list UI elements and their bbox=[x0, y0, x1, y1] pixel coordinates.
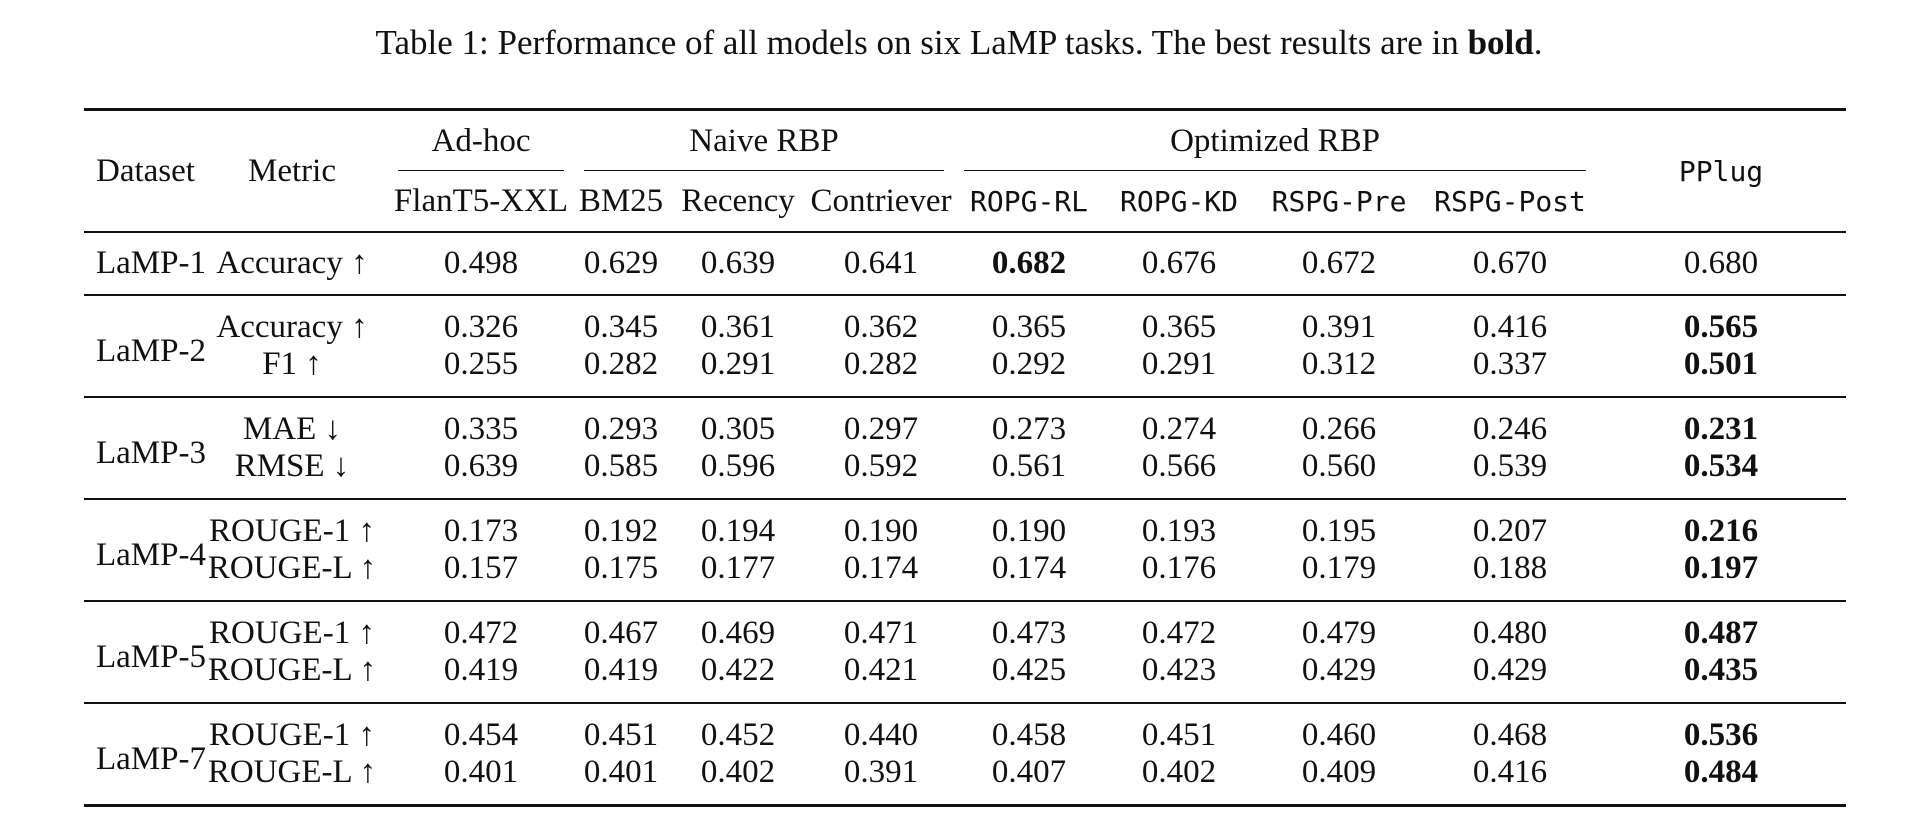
value-cell: 0.534 bbox=[1683, 448, 1759, 484]
table-row bbox=[84, 703, 1846, 754]
value-cell: 0.255 bbox=[443, 346, 519, 382]
dataset-cell: LaMP-4 bbox=[96, 536, 206, 573]
value-cell: 0.472 bbox=[1141, 615, 1217, 651]
value-cell: 0.596 bbox=[700, 448, 776, 484]
value-cell: 0.335 bbox=[443, 411, 519, 447]
value-cell: 0.179 bbox=[1301, 550, 1377, 586]
value-cell: 0.190 bbox=[991, 513, 1067, 549]
value-cell: 0.291 bbox=[700, 346, 776, 382]
value-cell: 0.672 bbox=[1301, 245, 1377, 281]
table-row bbox=[84, 601, 1846, 652]
table-row bbox=[84, 448, 1846, 499]
header-model: Contriever bbox=[810, 182, 952, 219]
header-pplug: PPlug bbox=[1678, 154, 1764, 188]
value-cell: 0.479 bbox=[1301, 615, 1377, 651]
value-cell: 0.207 bbox=[1472, 513, 1548, 549]
value-cell: 0.365 bbox=[1141, 309, 1217, 345]
value-cell: 0.401 bbox=[443, 754, 519, 790]
value-cell: 0.676 bbox=[1141, 245, 1217, 281]
value-cell: 0.484 bbox=[1683, 754, 1759, 790]
value-cell: 0.454 bbox=[443, 717, 519, 753]
value-cell: 0.173 bbox=[443, 513, 519, 549]
value-cell: 0.192 bbox=[583, 513, 659, 549]
value-cell: 0.292 bbox=[991, 346, 1067, 382]
value-cell: 0.421 bbox=[843, 652, 919, 688]
value-cell: 0.157 bbox=[443, 550, 519, 586]
value-cell: 0.326 bbox=[443, 309, 519, 345]
header-model: BM25 bbox=[578, 182, 664, 219]
value-cell: 0.629 bbox=[583, 245, 659, 281]
table-body bbox=[84, 232, 1846, 806]
dataset-cell: LaMP-1 bbox=[96, 245, 206, 281]
table-row bbox=[84, 232, 1846, 295]
value-cell: 0.425 bbox=[991, 652, 1067, 688]
value-cell: 0.174 bbox=[843, 550, 919, 586]
value-cell: 0.407 bbox=[991, 754, 1067, 790]
value-cell: 0.639 bbox=[700, 245, 776, 281]
metric-cell: ROUGE-L ↑ bbox=[207, 652, 377, 688]
value-cell: 0.273 bbox=[991, 411, 1067, 447]
value-cell: 0.174 bbox=[991, 550, 1067, 586]
value-cell: 0.345 bbox=[583, 309, 659, 345]
value-cell: 0.467 bbox=[583, 615, 659, 651]
value-cell: 0.501 bbox=[1683, 346, 1759, 382]
value-cell: 0.361 bbox=[700, 309, 776, 345]
header-dataset: Dataset bbox=[96, 152, 195, 189]
dataset-cell: LaMP-3 bbox=[96, 434, 206, 471]
value-cell: 0.469 bbox=[700, 615, 776, 651]
value-cell: 0.266 bbox=[1301, 411, 1377, 447]
metric-cell: ROUGE-L ↑ bbox=[207, 550, 377, 586]
table-row bbox=[84, 550, 1846, 601]
value-cell: 0.560 bbox=[1301, 448, 1377, 484]
value-cell: 0.460 bbox=[1301, 717, 1377, 753]
metric-cell: F1 ↑ bbox=[262, 346, 322, 382]
metric-cell: Accuracy ↑ bbox=[216, 309, 368, 345]
table-caption bbox=[0, 18, 1918, 68]
caption-text: Table 1: Performance of all models on six LaMP tasks. The best results are in bbox=[375, 23, 1468, 62]
value-cell: 0.337 bbox=[1472, 346, 1548, 382]
value-cell: 0.216 bbox=[1683, 513, 1759, 549]
table-row bbox=[84, 295, 1846, 346]
value-cell: 0.435 bbox=[1683, 652, 1759, 688]
value-cell: 0.566 bbox=[1141, 448, 1217, 484]
value-cell: 0.401 bbox=[583, 754, 659, 790]
value-cell: 0.246 bbox=[1472, 411, 1548, 447]
value-cell: 0.190 bbox=[843, 513, 919, 549]
value-cell: 0.471 bbox=[843, 615, 919, 651]
value-cell: 0.282 bbox=[583, 346, 659, 382]
value-cell: 0.195 bbox=[1301, 513, 1377, 549]
value-cell: 0.312 bbox=[1301, 346, 1377, 382]
value-cell: 0.177 bbox=[700, 550, 776, 586]
value-cell: 0.498 bbox=[443, 245, 519, 281]
value-cell: 0.440 bbox=[843, 717, 919, 753]
header-model: FlanT5-XXL bbox=[393, 182, 569, 219]
value-cell: 0.305 bbox=[700, 411, 776, 447]
value-cell: 0.416 bbox=[1472, 309, 1548, 345]
value-cell: 0.274 bbox=[1141, 411, 1217, 447]
header-group-optimized-rbp: Optimized RBP bbox=[954, 110, 1596, 172]
value-cell: 0.536 bbox=[1683, 717, 1759, 753]
value-cell: 0.680 bbox=[1683, 245, 1759, 281]
metric-cell: ROUGE-1 ↑ bbox=[209, 513, 375, 549]
value-cell: 0.416 bbox=[1472, 754, 1548, 790]
table-row bbox=[84, 754, 1846, 806]
metric-cell: RMSE ↓ bbox=[234, 448, 350, 484]
dataset-cell: LaMP-2 bbox=[96, 332, 206, 369]
header-group-naive-rbp: Naive RBP bbox=[574, 110, 954, 172]
value-cell: 0.451 bbox=[583, 717, 659, 753]
value-cell: 0.641 bbox=[843, 245, 919, 281]
value-cell: 0.193 bbox=[1141, 513, 1217, 549]
caption-period: . bbox=[1533, 23, 1543, 62]
value-cell: 0.592 bbox=[843, 448, 919, 484]
value-cell: 0.585 bbox=[583, 448, 659, 484]
metric-cell: ROUGE-1 ↑ bbox=[209, 717, 375, 753]
header-model: ROPG-KD bbox=[1120, 184, 1239, 218]
header-model: Recency bbox=[681, 182, 795, 219]
caption-bold-word: bold bbox=[1467, 23, 1534, 62]
value-cell: 0.639 bbox=[443, 448, 519, 484]
value-cell: 0.419 bbox=[583, 652, 659, 688]
value-cell: 0.561 bbox=[991, 448, 1067, 484]
value-cell: 0.487 bbox=[1683, 615, 1759, 651]
value-cell: 0.282 bbox=[843, 346, 919, 382]
header-model: ROPG-RL bbox=[970, 184, 1089, 218]
value-cell: 0.231 bbox=[1683, 411, 1759, 447]
header-model: RSPG-Pre bbox=[1271, 184, 1407, 218]
dataset-cell: LaMP-5 bbox=[96, 638, 206, 675]
value-cell: 0.188 bbox=[1472, 550, 1548, 586]
header-metric: Metric bbox=[248, 152, 336, 189]
value-cell: 0.670 bbox=[1472, 245, 1548, 281]
value-cell: 0.362 bbox=[843, 309, 919, 345]
value-cell: 0.423 bbox=[1141, 652, 1217, 688]
value-cell: 0.472 bbox=[443, 615, 519, 651]
value-cell: 0.429 bbox=[1301, 652, 1377, 688]
value-cell: 0.391 bbox=[1301, 309, 1377, 345]
value-cell: 0.409 bbox=[1301, 754, 1377, 790]
value-cell: 0.429 bbox=[1472, 652, 1548, 688]
value-cell: 0.391 bbox=[843, 754, 919, 790]
metric-cell: Accuracy ↑ bbox=[216, 245, 368, 281]
value-cell: 0.422 bbox=[700, 652, 776, 688]
results-table bbox=[84, 108, 1846, 807]
value-cell: 0.402 bbox=[1141, 754, 1217, 790]
header-model: RSPG-Post bbox=[1434, 184, 1586, 218]
value-cell: 0.468 bbox=[1472, 717, 1548, 753]
value-cell: 0.480 bbox=[1472, 615, 1548, 651]
metric-cell: MAE ↓ bbox=[242, 411, 342, 447]
metric-cell: ROUGE-L ↑ bbox=[207, 754, 377, 790]
value-cell: 0.293 bbox=[583, 411, 659, 447]
value-cell: 0.452 bbox=[700, 717, 776, 753]
value-cell: 0.451 bbox=[1141, 717, 1217, 753]
value-cell: 0.539 bbox=[1472, 448, 1548, 484]
table-row bbox=[84, 397, 1846, 448]
value-cell: 0.291 bbox=[1141, 346, 1217, 382]
value-cell: 0.565 bbox=[1683, 309, 1759, 345]
value-cell: 0.682 bbox=[991, 245, 1067, 281]
value-cell: 0.176 bbox=[1141, 550, 1217, 586]
table-row bbox=[84, 346, 1846, 397]
dataset-cell: LaMP-7 bbox=[96, 740, 206, 777]
value-cell: 0.402 bbox=[700, 754, 776, 790]
header-group-adhoc: Ad-hoc bbox=[388, 110, 574, 172]
table-row bbox=[84, 652, 1846, 703]
value-cell: 0.458 bbox=[991, 717, 1067, 753]
value-cell: 0.194 bbox=[700, 513, 776, 549]
metric-cell: ROUGE-1 ↑ bbox=[209, 615, 375, 651]
value-cell: 0.175 bbox=[583, 550, 659, 586]
value-cell: 0.197 bbox=[1683, 550, 1759, 586]
value-cell: 0.419 bbox=[443, 652, 519, 688]
table-row bbox=[84, 499, 1846, 550]
value-cell: 0.365 bbox=[991, 309, 1067, 345]
value-cell: 0.297 bbox=[843, 411, 919, 447]
value-cell: 0.473 bbox=[991, 615, 1067, 651]
